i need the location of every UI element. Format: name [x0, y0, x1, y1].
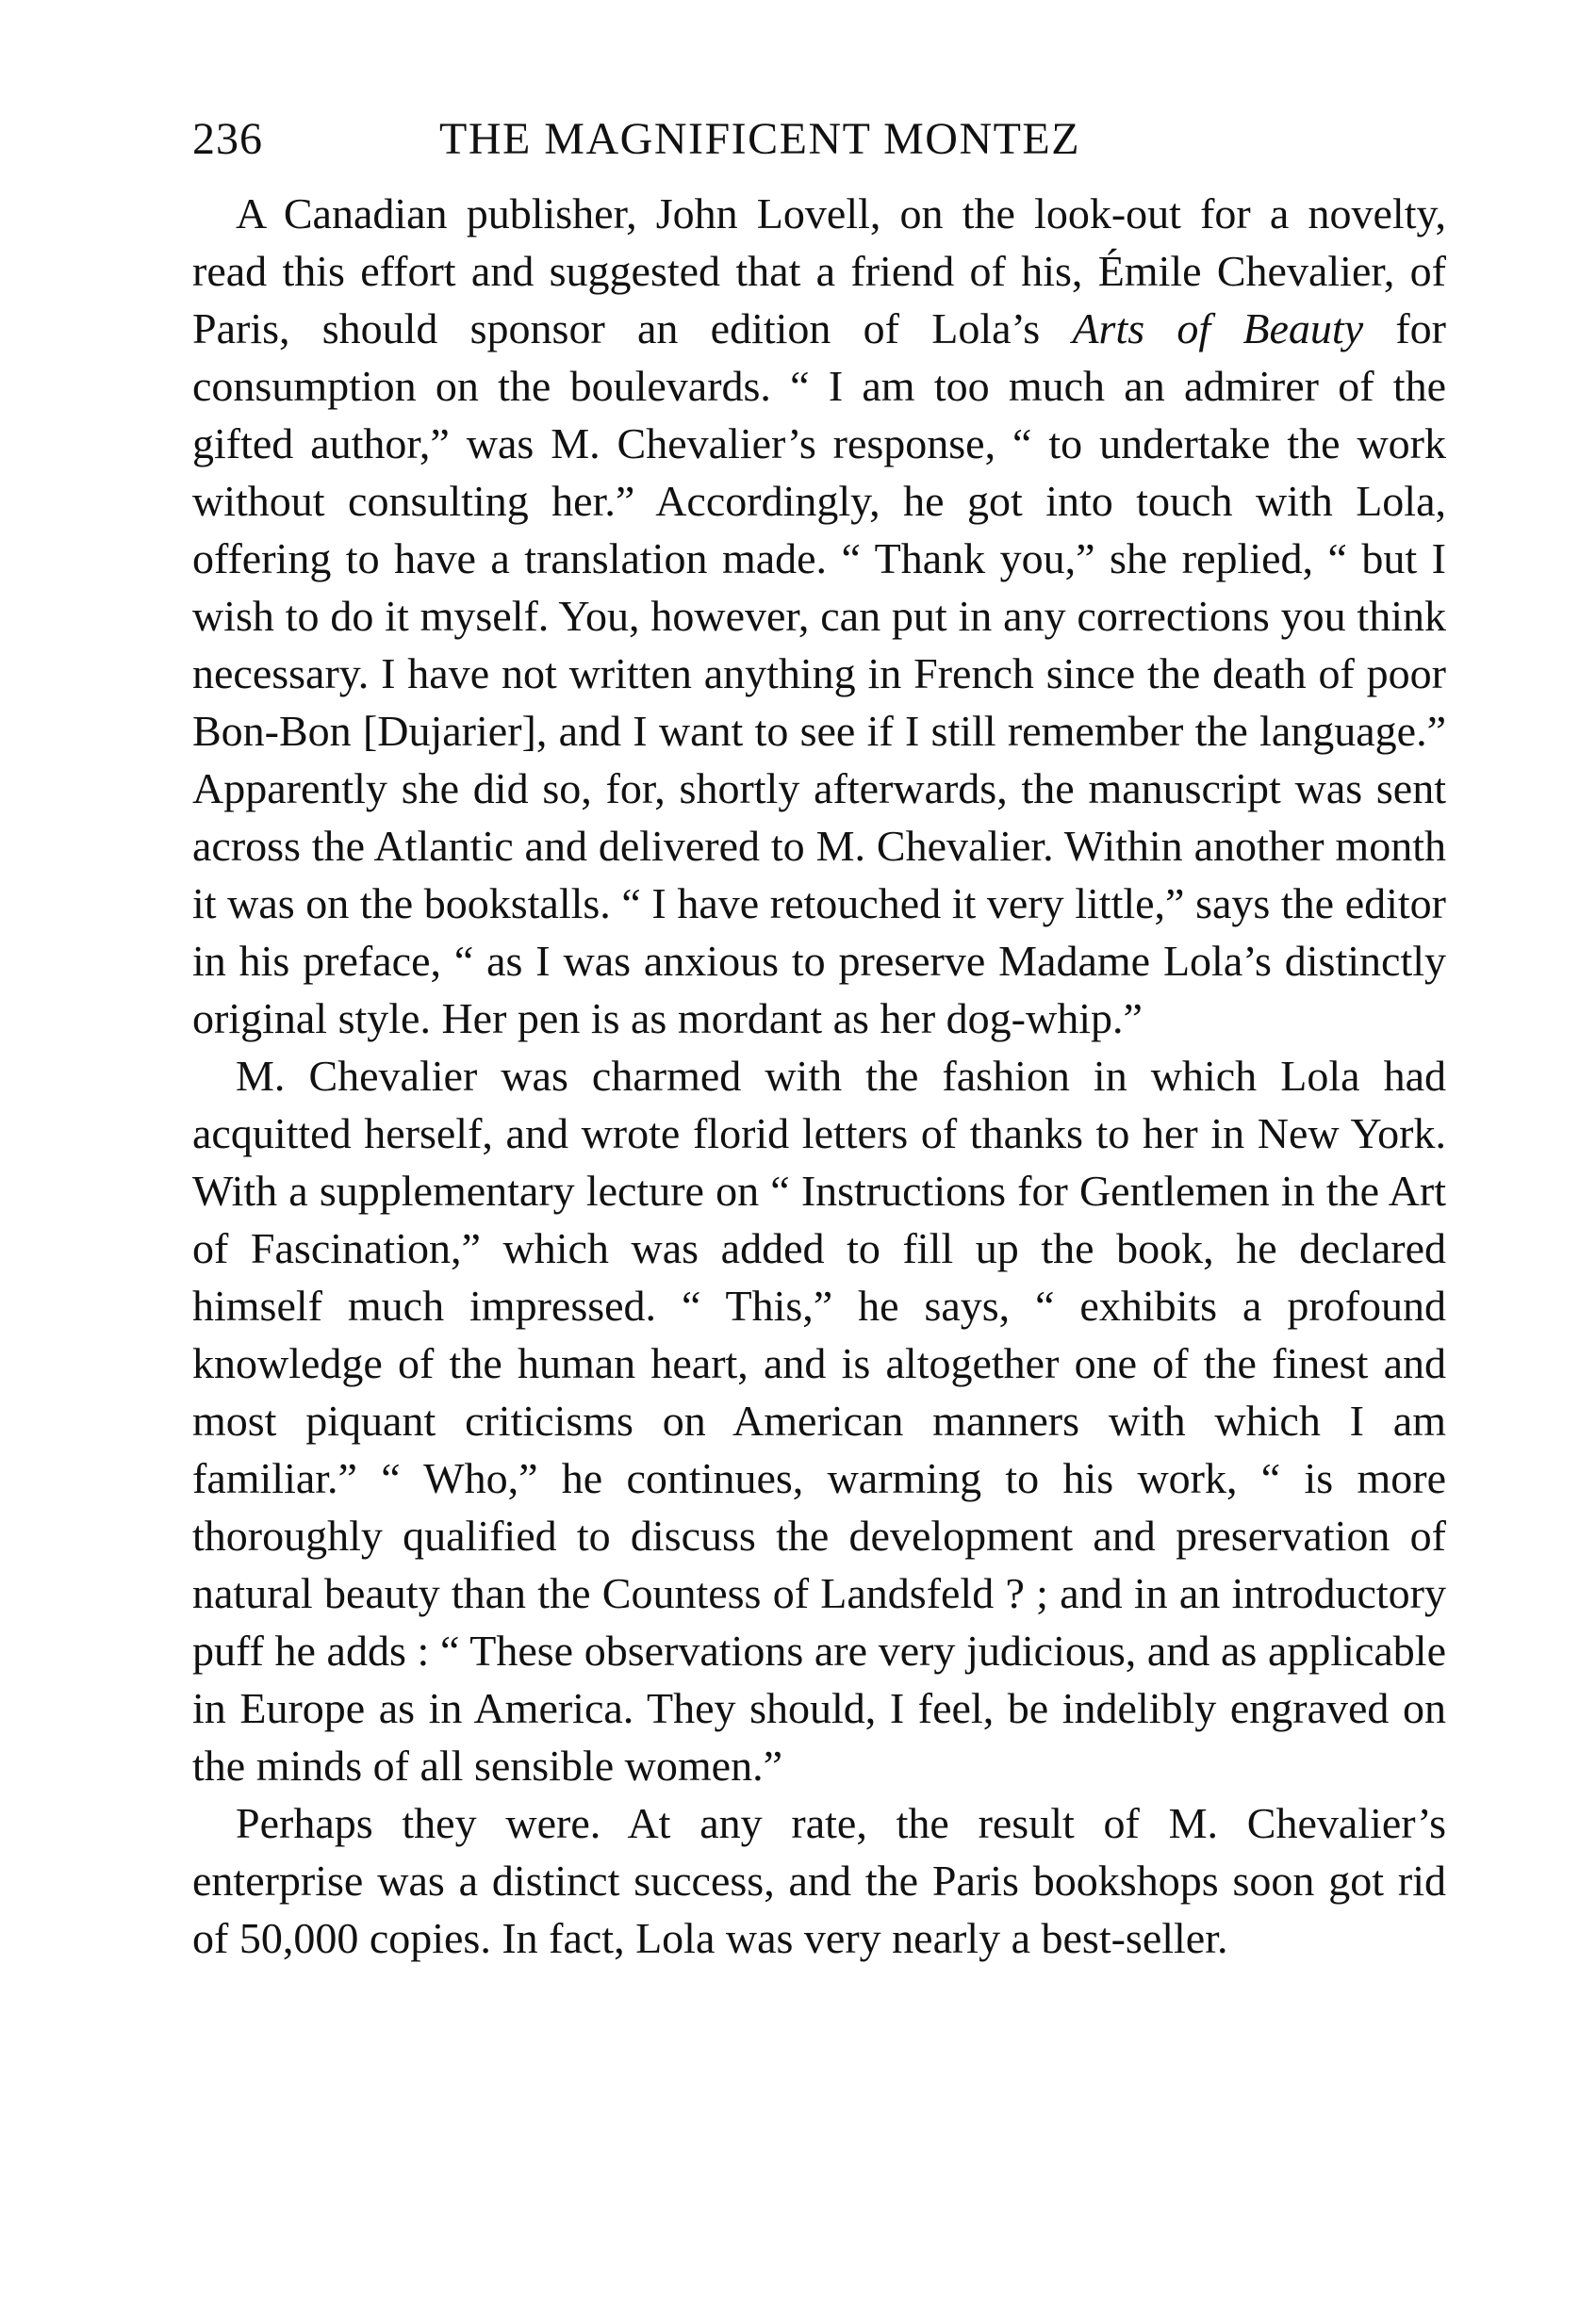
body-text	[192, 185, 1446, 1967]
page-number: 236	[192, 114, 263, 164]
paragraph-1-text-start: A Canadian publisher, John Lovell, on the look-out for a novelty, read this effort and suggested that a friend of his, Émile Chevalier, of Paris, should sponsor an edition of Lola’s	[192, 189, 1446, 352]
paragraph-1-text-end: for consumption on the boulevards. “ I am too much an admirer of the gifted author,” was M. Chevalier’s response, “ to undertake the work without consulting her.” Accordingly, he got into touch with Lola, offering to have a translation made. “ Thank you,” she replied, “ but I wish to do it myself. You, however, can put in any corrections you think necessary. I have not written anything in French since the death of poor Bon-Bon [Dujarier], and I want to see if I still remember the language.” Apparently she did so, for, shortly afterwards, the manuscript was sent across the Atlantic and delivered to M. Chevalier. Within another month it was on the bookstalls. “ I have retouched it very little,” says the editor in his preface, “ as I was anxious to preserve Madame Lola’s distinctly original style. Her pen is as mordant as her dog-whip.”	[192, 304, 1446, 1042]
book-title: Arts of Beauty	[1072, 304, 1364, 352]
paragraph-1	[192, 185, 1446, 1047]
running-title: THE MAGNIFICENT MONTEZ	[439, 114, 1081, 164]
paragraph-2: M. Chevalier was charmed with the fashion in which Lola had acquitted herself, and wrote florid letters of thanks to her in New York. With a supplementary lecture on “ Instructions for Gentlemen in the Art of Fascination,” which was added to fill up the book, he declared himself much impressed. “ This,” he says, “ exhibits a profound knowledge of the human heart, and is altogether one of the finest and most piquant criticisms on American manners with which I am familiar.” “ Who,” he continues, warming to his work, “ is more thoroughly qualified to discuss the development and preservation of natural beauty than the Countess of Landsfeld ? ; and in an introductory puff he adds : “ These observations are very judicious, and as applicable in Europe as in America. They should, I feel, be indelibly engraved on the minds of all sensible women.”	[192, 1052, 1446, 1790]
paragraph-3: Perhaps they were. At any rate, the result of M. Chevalier’s enterprise was a distinct success, and the Paris bookshops soon got rid of 50,000 copies. In fact, Lola was very nearly a best-seller.	[192, 1799, 1446, 1962]
running-header	[192, 102, 1446, 177]
